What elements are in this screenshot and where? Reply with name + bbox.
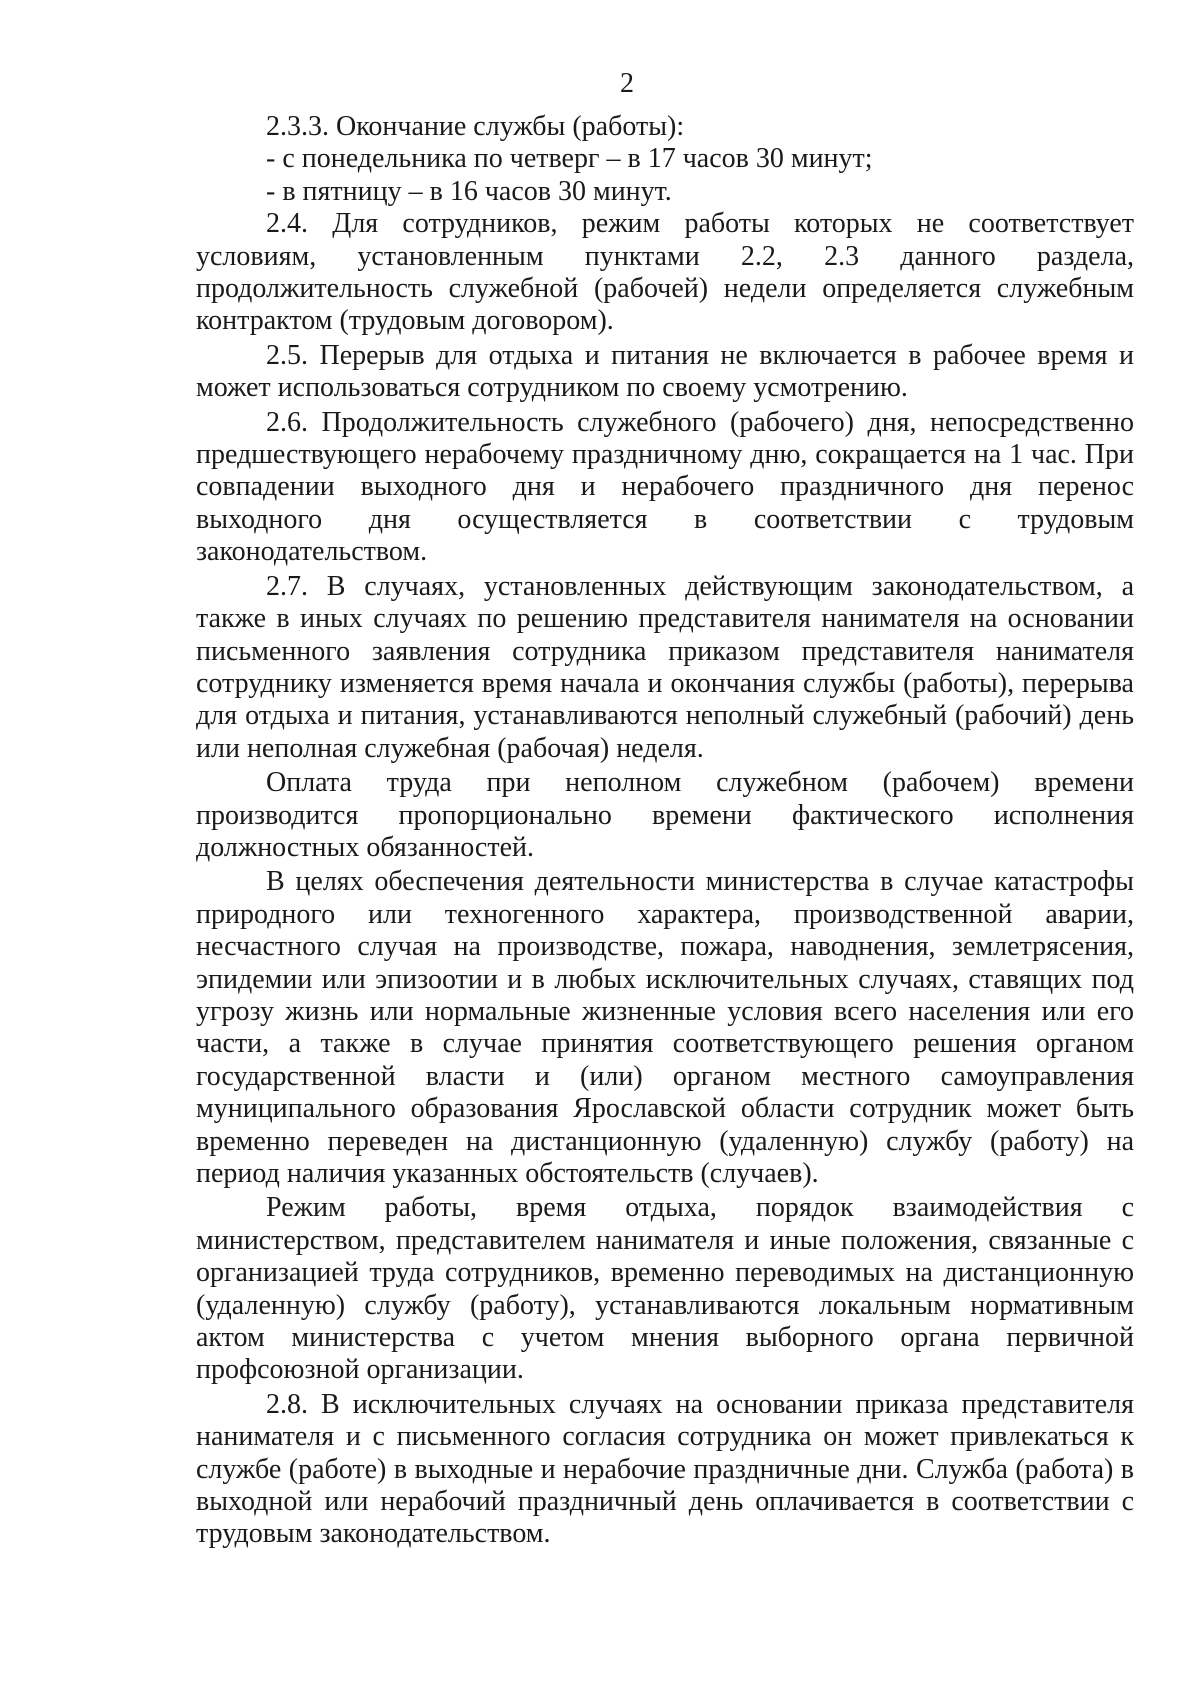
paragraph-remote-regime: Режим работы, время отдыха, порядок взаимодействия с министерством, представителем нанимателя и иные положения, связанные с организацией труда сотрудников, временно переводимых на дистанционную (удаленную) службу (работу), устанавливаются локальным нормативным актом министерства с учетом мнения выборного органа первичной профсоюзной организации. [196,1192,1134,1386]
page-number: 2 [620,68,634,99]
paragraph-payment: Оплата труда при неполном служебном (рабочем) времени производится пропорционально времени фактического исполнения должностных обязанностей. [196,767,1134,863]
document-body [196,111,1134,1551]
paragraph-2-8: 2.8. В исключительных случаях на основании приказа представителя нанимателя и с письменного согласия сотрудника он может привлекаться к службе (работе) в выходные и нерабочие праздничные дни. Служба (работа) в выходной или нерабочий праздничный день оплачивается в соответствии с трудовым законодательством. [196,1388,1134,1550]
paragraph-friday-end: - в пятницу – в 16 часов 30 минут. [266,175,672,207]
paragraph-2-7: 2.7. В случаях, установленных действующим законодательством, а также в иных случаях по решению представителя нанимателя на основании письменного заявления сотрудника приказом представителя нанимателя сотруднику изменяется время начала и окончания службы (работы), перерыва для отдыха и питания, устанавливаются неполный служебный (рабочий) день или неполная служебная (рабочая) неделя. [196,570,1134,764]
paragraph-2-3-3-heading: 2.3.3. Окончание службы (работы): [266,111,685,142]
paragraph-remote-work: В целях обеспечения деятельности министерства в случае катастрофы природного или техногенного характера, производственной аварии, несчастного случая на производстве, пожара, наводнения, землетрясения, эпидемии или эпизоотии и в любых исключительных случаях, ставящих под угрозу жизнь или нормальные жизненные условия всего населения или его части, а также в случае принятия соответствующего решения органом государственной власти и (или) органом местного самоуправления муниципального образования Ярославской области сотрудник может быть временно переведен на дистанционную (удаленную) службу (работу) на период наличия указанных обстоятельств (случаев). [196,866,1134,1189]
paragraph-2-6: 2.6. Продолжительность служебного (рабочего) дня, непосредственно предшествующего нерабочему праздничному дню, сокращается на 1 час. При совпадении выходного дня и нерабочего праздничного дня перенос выходного дня осуществляется в соответствии с трудовым законодательством. [196,406,1134,568]
paragraph-2-4: 2.4. Для сотрудников, режим работы которых не соответствует условиям, установленным пунктами 2.2, 2.3 данного раздела, продолжительность служебной (рабочей) недели определяется служебным контрактом (трудовым договором). [196,208,1134,337]
paragraph-2-5: 2.5. Перерыв для отдыха и питания не включается в рабочее время и может использоваться сотрудником по своему усмотрению. [196,339,1134,404]
paragraph-mon-thu-end: - с понедельника по четверг – в 17 часов 30 минут; [266,143,873,175]
